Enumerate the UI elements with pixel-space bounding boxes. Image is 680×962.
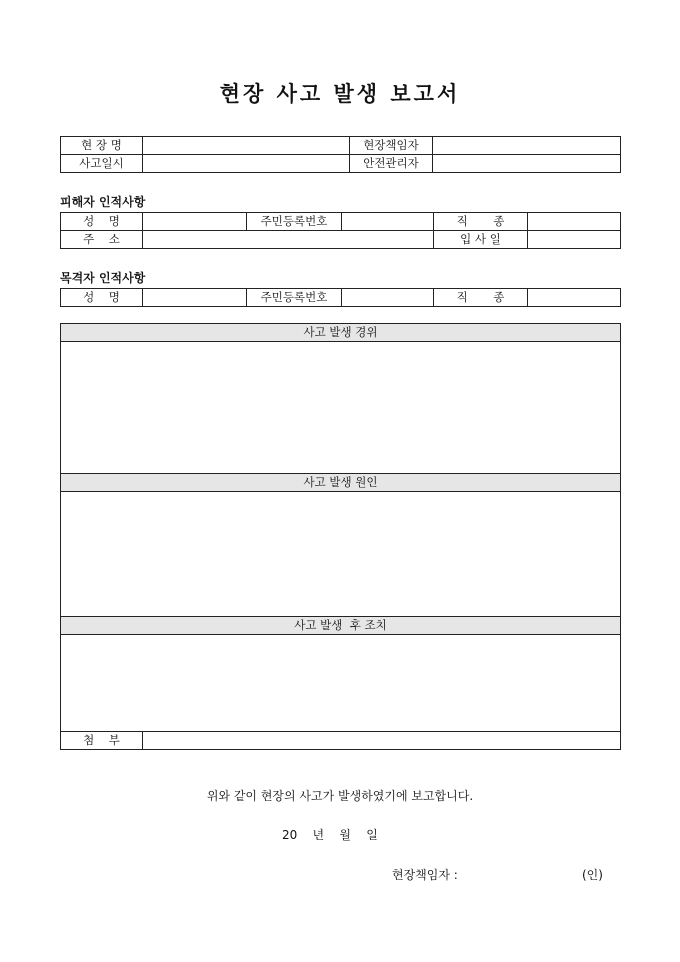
victim-job-field[interactable]	[528, 213, 621, 231]
victim-address-field[interactable]	[143, 231, 434, 249]
action-header: 사고 발생 후 조치	[61, 617, 621, 635]
narrative-table	[60, 323, 621, 750]
victim-hire-date-field[interactable]	[528, 231, 621, 249]
safety-manager-label: 안전관리자	[350, 155, 433, 173]
safety-manager-field[interactable]	[433, 155, 621, 173]
witness-rrn-field[interactable]	[342, 289, 434, 307]
witness-heading: 목격자 인적사항	[60, 271, 146, 285]
witness-job-label: 직 종	[434, 289, 528, 307]
site-name-label: 현 장 명	[61, 137, 143, 155]
attachment-field[interactable]	[143, 732, 621, 750]
page-title: 현장 사고 발생 보고서	[219, 81, 461, 106]
circumstances-field[interactable]	[61, 342, 621, 474]
victim-job-label: 직 종	[434, 213, 528, 231]
victim-name-field[interactable]	[143, 213, 247, 231]
victim-table	[60, 212, 621, 249]
witness-job-field[interactable]	[528, 289, 621, 307]
victim-hire-date-label: 입 사 일	[434, 231, 528, 249]
witness-name-label: 성 명	[61, 289, 143, 307]
witness-name-field[interactable]	[143, 289, 247, 307]
victim-heading: 피해자 인적사항	[60, 195, 146, 209]
victim-rrn-field[interactable]	[342, 213, 434, 231]
circumstances-header: 사고 발생 경위	[61, 324, 621, 342]
cause-field[interactable]	[61, 492, 621, 617]
victim-rrn-label: 주민등록번호	[247, 213, 342, 231]
witness-rrn-label: 주민등록번호	[247, 289, 342, 307]
report-date-line: 20 년 월 일	[282, 828, 378, 842]
report-statement: 위와 같이 현장의 사고가 발생하였기에 보고합니다.	[206, 789, 474, 803]
site-manager-label: 현장책임자	[350, 137, 433, 155]
action-field[interactable]	[61, 635, 621, 732]
accident-date-label: 사고일시	[61, 155, 143, 173]
victim-name-label: 성 명	[61, 213, 143, 231]
attachment-label: 첨 부	[61, 732, 143, 750]
witness-table	[60, 288, 621, 307]
site-manager-field[interactable]	[433, 137, 621, 155]
cause-header: 사고 발생 원인	[61, 474, 621, 492]
accident-date-field[interactable]	[143, 155, 350, 173]
seal-mark: (인)	[582, 868, 603, 882]
signer-label: 현장책임자 :	[392, 868, 458, 882]
site-info-table	[60, 136, 621, 173]
site-name-field[interactable]	[143, 137, 350, 155]
victim-address-label: 주 소	[61, 231, 143, 249]
